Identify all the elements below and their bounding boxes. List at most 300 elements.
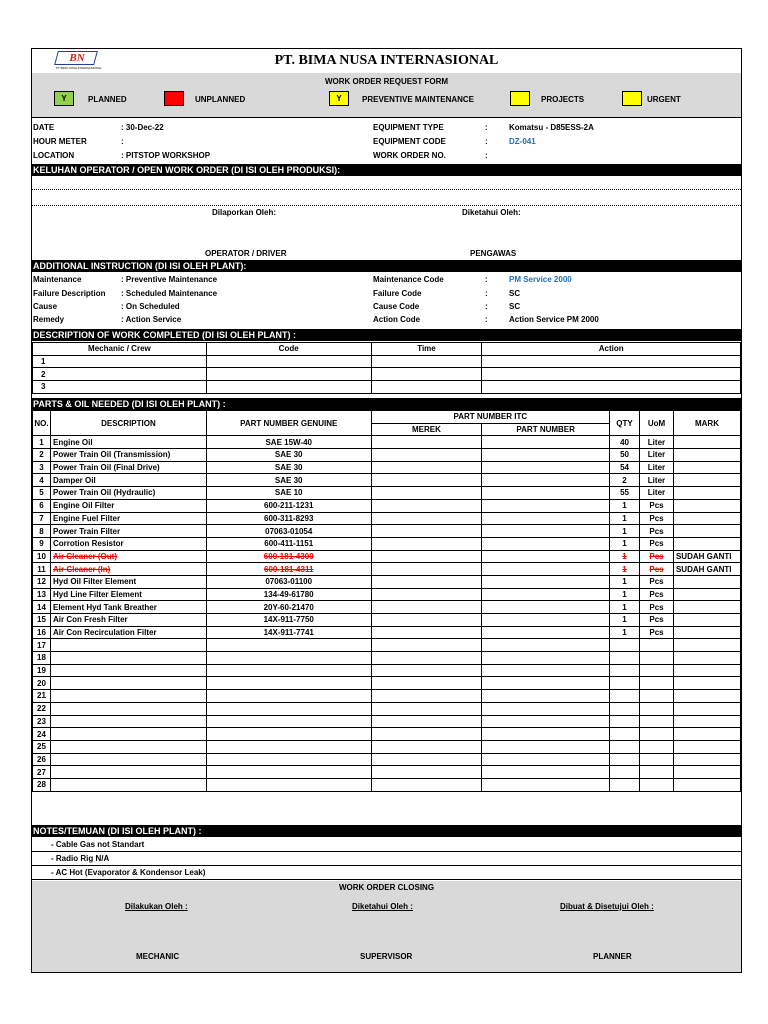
urgent-checkbox[interactable] <box>622 91 642 106</box>
mark[interactable] <box>673 537 740 550</box>
unit-of-measure[interactable]: Pcs <box>640 626 674 639</box>
unit-of-measure[interactable] <box>640 677 674 690</box>
mark[interactable] <box>673 639 740 652</box>
mark[interactable] <box>673 588 740 601</box>
part-description[interactable]: Air Cleaner (In) <box>50 563 206 576</box>
part-number-genuine[interactable] <box>206 728 371 741</box>
maintenance-code-value: PM Service 2000 <box>509 275 572 284</box>
quantity[interactable] <box>610 715 640 728</box>
merek-cell[interactable] <box>371 639 482 652</box>
merek-cell[interactable] <box>371 499 482 512</box>
part-description[interactable] <box>50 690 206 703</box>
parts-row <box>33 499 741 512</box>
part-number-itc[interactable] <box>482 550 610 563</box>
part-number-itc[interactable] <box>482 702 610 715</box>
part-description[interactable]: Hyd Line Filter Element <box>50 588 206 601</box>
mark[interactable] <box>673 652 740 665</box>
mark[interactable] <box>673 766 740 779</box>
unit-of-measure[interactable]: Liter <box>640 449 674 462</box>
work-cell[interactable] <box>482 381 741 394</box>
part-description[interactable]: Damper Oil <box>50 474 206 487</box>
unit-of-measure[interactable] <box>640 753 674 766</box>
row-number: 5 <box>33 487 51 500</box>
mark[interactable] <box>673 664 740 677</box>
projects-checkbox[interactable] <box>510 91 530 106</box>
merek-cell[interactable] <box>371 652 482 665</box>
part-number-genuine[interactable]: 600-211-1231 <box>206 499 371 512</box>
parts-row <box>33 753 741 766</box>
note-item: - Cable Gas not Standart <box>32 838 741 852</box>
mark[interactable] <box>673 715 740 728</box>
quantity[interactable] <box>610 778 640 791</box>
approved-by-label: Dibuat & Disetujui Oleh : <box>560 902 654 911</box>
part-number-genuine[interactable] <box>206 677 371 690</box>
info-block: DATE : 30-Dec-22 HOUR METER : LOCATION : PITSTOP WORKSHOP EQUIPMENT TYPE : Komatsu - D85ESS-2A EQUIPMENT CODE : DZ-041 WORK ORDER NO. : <box>33 123 594 160</box>
unit-of-measure[interactable]: Pcs <box>640 563 674 576</box>
part-number-genuine[interactable]: 14X-911-7750 <box>206 614 371 627</box>
part-number-genuine[interactable]: SAE 10 <box>206 487 371 500</box>
mark[interactable] <box>673 702 740 715</box>
merek-cell[interactable] <box>371 601 482 614</box>
part-number-genuine[interactable] <box>206 740 371 753</box>
quantity[interactable]: 1 <box>610 575 640 588</box>
unit-of-measure[interactable]: Liter <box>640 461 674 474</box>
row-number: 1 <box>33 436 51 449</box>
parts-row <box>33 766 741 779</box>
part-number-itc[interactable] <box>482 499 610 512</box>
complaint-header: KELUHAN OPERATOR / OPEN WORK ORDER (DI ISI OLEH PRODUKSI): <box>32 164 741 176</box>
merek-cell[interactable] <box>371 715 482 728</box>
part-number-itc[interactable] <box>482 474 610 487</box>
row-number-cell[interactable]: 1 <box>33 355 207 368</box>
row-number: 12 <box>33 575 51 588</box>
part-number-itc[interactable] <box>482 728 610 741</box>
quantity[interactable] <box>610 652 640 665</box>
part-description[interactable]: Engine Fuel Filter <box>50 512 206 525</box>
unit-of-measure[interactable]: Liter <box>640 474 674 487</box>
part-number-genuine[interactable] <box>206 652 371 665</box>
unit-of-measure[interactable] <box>640 715 674 728</box>
part-number-itc[interactable] <box>482 766 610 779</box>
part-number-genuine[interactable]: SAE 30 <box>206 449 371 462</box>
mark[interactable] <box>673 449 740 462</box>
unit-of-measure[interactable]: Pcs <box>640 550 674 563</box>
merek-cell[interactable] <box>371 461 482 474</box>
quantity[interactable]: 54 <box>610 461 640 474</box>
mark[interactable] <box>673 512 740 525</box>
unit-of-measure[interactable]: Pcs <box>640 537 674 550</box>
mark[interactable] <box>673 436 740 449</box>
merek-cell[interactable] <box>371 436 482 449</box>
unit-of-measure[interactable]: Pcs <box>640 575 674 588</box>
quantity[interactable] <box>610 664 640 677</box>
part-number-itc[interactable] <box>482 512 610 525</box>
part-number-itc[interactable] <box>482 778 610 791</box>
part-number-itc[interactable] <box>482 525 610 538</box>
part-number-genuine[interactable] <box>206 753 371 766</box>
equipment-type-label: EQUIPMENT TYPE <box>373 123 444 132</box>
work-completed-header-row: Mechanic / Crew Code Time Action <box>33 343 741 356</box>
planned-checkbox[interactable]: Y <box>54 91 74 106</box>
preventive-label: PREVENTIVE MAINTENANCE <box>362 95 475 104</box>
unplanned-checkbox[interactable] <box>164 91 184 106</box>
part-number-genuine[interactable] <box>206 639 371 652</box>
work-cell[interactable] <box>206 355 371 368</box>
order-type-band <box>32 73 741 118</box>
unit-of-measure[interactable] <box>640 740 674 753</box>
quantity[interactable] <box>610 753 640 766</box>
parts-row <box>33 537 741 550</box>
merek-cell[interactable] <box>371 575 482 588</box>
work-cell[interactable] <box>206 368 371 381</box>
closing-title: WORK ORDER CLOSING <box>338 883 435 892</box>
unit-of-measure[interactable] <box>640 766 674 779</box>
quantity[interactable]: 1 <box>610 512 640 525</box>
merek-cell[interactable] <box>371 474 482 487</box>
merek-cell[interactable] <box>371 740 482 753</box>
part-number-genuine[interactable]: 600-311-8293 <box>206 512 371 525</box>
row-number: 17 <box>33 639 51 652</box>
merek-cell[interactable] <box>371 626 482 639</box>
part-number-genuine[interactable]: SAE 30 <box>206 461 371 474</box>
part-description[interactable]: Power Train Filter <box>50 525 206 538</box>
quantity[interactable]: 1 <box>610 601 640 614</box>
part-number-genuine[interactable]: 07063-01100 <box>206 575 371 588</box>
projects-label: PROJECTS <box>541 95 585 104</box>
part-description[interactable] <box>50 715 206 728</box>
merek-cell[interactable] <box>371 449 482 462</box>
reported-by-label: Dilaporkan Oleh: <box>212 208 277 217</box>
quantity[interactable]: 1 <box>610 614 640 627</box>
quantity[interactable] <box>610 677 640 690</box>
quantity[interactable]: 1 <box>610 563 640 576</box>
part-description[interactable] <box>50 677 206 690</box>
part-number-genuine[interactable] <box>206 690 371 703</box>
row-number-cell[interactable]: 2 <box>33 368 207 381</box>
mark[interactable] <box>673 614 740 627</box>
parts-header: PARTS & OIL NEEDED (DI ISI OLEH PLANT) : <box>32 398 741 410</box>
quantity[interactable]: 1 <box>610 525 640 538</box>
part-number-itc[interactable] <box>482 690 610 703</box>
work-order-no-label: WORK ORDER NO. <box>373 151 446 160</box>
quantity[interactable] <box>610 690 640 703</box>
merek-cell[interactable] <box>371 753 482 766</box>
merek-cell[interactable] <box>371 550 482 563</box>
part-number-itc[interactable] <box>482 715 610 728</box>
parts-row <box>33 575 741 588</box>
part-number-itc[interactable] <box>482 677 610 690</box>
note-item: - AC Hot (Evaporator & Kondensor Leak) <box>32 866 741 880</box>
unit-of-measure[interactable] <box>640 690 674 703</box>
part-number-genuine[interactable] <box>206 664 371 677</box>
parts-row <box>33 652 741 665</box>
mark[interactable] <box>673 575 740 588</box>
parts-row <box>33 449 741 462</box>
complaint-line-2 <box>32 205 741 206</box>
mark[interactable] <box>673 753 740 766</box>
part-number-itc[interactable] <box>482 588 610 601</box>
row-number: 15 <box>33 614 51 627</box>
parts-header-row-1: NO. DESCRIPTION PART NUMBER GENUINE PART NUMBER ITC QTY UoM MARK <box>33 411 741 424</box>
header-row <box>32 49 741 74</box>
mark[interactable]: SUDAH GANTI <box>673 563 740 576</box>
mark[interactable] <box>673 601 740 614</box>
work-cell[interactable] <box>482 355 741 368</box>
row-number: 22 <box>33 702 51 715</box>
row-number: 4 <box>33 474 51 487</box>
part-number-genuine[interactable]: SAE 15W-40 <box>206 436 371 449</box>
merek-cell[interactable] <box>371 766 482 779</box>
mark[interactable] <box>673 690 740 703</box>
part-number-genuine[interactable] <box>206 702 371 715</box>
part-number-genuine[interactable] <box>206 766 371 779</box>
parts-row <box>33 474 741 487</box>
row-number: 3 <box>33 461 51 474</box>
merek-cell[interactable] <box>371 512 482 525</box>
merek-cell[interactable] <box>371 588 482 601</box>
part-number-itc[interactable] <box>482 436 610 449</box>
part-number-itc[interactable] <box>482 563 610 576</box>
merek-cell[interactable] <box>371 728 482 741</box>
unit-of-measure[interactable]: Pcs <box>640 601 674 614</box>
part-number-itc[interactable] <box>482 652 610 665</box>
parts-table <box>32 410 741 792</box>
equipment-code-value: DZ-041 <box>509 137 536 146</box>
part-number-itc[interactable] <box>482 614 610 627</box>
part-description[interactable]: Air Con Recirculation Filter <box>50 626 206 639</box>
merek-cell[interactable] <box>371 702 482 715</box>
date-label: DATE <box>33 123 55 132</box>
company-name: PT. BIMA NUSA INTERNASIONAL <box>274 53 499 68</box>
quantity[interactable]: 1 <box>610 626 640 639</box>
done-by-label: Dilakukan Oleh : <box>125 902 188 911</box>
part-number-genuine[interactable]: 600-411-1151 <box>206 537 371 550</box>
parts-row <box>33 677 741 690</box>
parts-row <box>33 601 741 614</box>
merek-cell[interactable] <box>371 563 482 576</box>
unplanned-label: UNPLANNED <box>195 95 246 104</box>
row-number: 9 <box>33 537 51 550</box>
part-number-itc[interactable] <box>482 537 610 550</box>
part-description[interactable]: Power Train Oil (Hydraulic) <box>50 487 206 500</box>
date-value: : 30-Dec-22 <box>121 123 164 132</box>
parts-row <box>33 563 741 576</box>
work-cell[interactable] <box>482 368 741 381</box>
mark[interactable] <box>673 474 740 487</box>
parts-row <box>33 626 741 639</box>
notes-list <box>32 838 741 880</box>
unit-of-measure[interactable]: Pcs <box>640 588 674 601</box>
row-number: 10 <box>33 550 51 563</box>
quantity[interactable]: 55 <box>610 487 640 500</box>
mark[interactable] <box>673 525 740 538</box>
part-number-genuine[interactable] <box>206 715 371 728</box>
quantity[interactable]: 1 <box>610 550 640 563</box>
mark[interactable] <box>673 461 740 474</box>
row-number: 20 <box>33 677 51 690</box>
part-description[interactable]: Air Con Fresh Filter <box>50 614 206 627</box>
merek-cell[interactable] <box>371 537 482 550</box>
row-number: 14 <box>33 601 51 614</box>
work-order-form <box>31 48 742 973</box>
quantity[interactable] <box>610 639 640 652</box>
part-number-itc[interactable] <box>482 449 610 462</box>
parts-row <box>33 778 741 791</box>
part-number-itc[interactable] <box>482 753 610 766</box>
work-completed-row <box>33 355 741 368</box>
row-number: 8 <box>33 525 51 538</box>
part-number-itc[interactable] <box>482 601 610 614</box>
quantity[interactable] <box>610 766 640 779</box>
row-number: 27 <box>33 766 51 779</box>
part-description[interactable]: Power Train Oil (Final Drive) <box>50 461 206 474</box>
equipment-code-label: EQUIPMENT CODE <box>373 137 446 146</box>
row-number: 7 <box>33 512 51 525</box>
part-number-genuine[interactable]: 600-181-4311 <box>206 563 371 576</box>
part-description[interactable]: Engine Oil <box>50 436 206 449</box>
part-description[interactable] <box>50 728 206 741</box>
note-item: - Radio Rig N/A <box>32 852 741 866</box>
part-number-genuine[interactable] <box>206 778 371 791</box>
mark[interactable] <box>673 677 740 690</box>
part-description[interactable]: Element Hyd Tank Breather <box>50 601 206 614</box>
parts-row <box>33 436 741 449</box>
unit-of-measure[interactable] <box>640 778 674 791</box>
parts-row <box>33 588 741 601</box>
quantity[interactable]: 1 <box>610 537 640 550</box>
parts-row <box>33 614 741 627</box>
row-number: 6 <box>33 499 51 512</box>
quantity[interactable]: 1 <box>610 588 640 601</box>
merek-cell[interactable] <box>371 677 482 690</box>
mark[interactable] <box>673 740 740 753</box>
part-number-itc[interactable] <box>482 575 610 588</box>
urgent-label: URGENT <box>647 95 681 104</box>
unit-of-measure[interactable]: Pcs <box>640 499 674 512</box>
row-number: 23 <box>33 715 51 728</box>
quantity[interactable]: 50 <box>610 449 640 462</box>
unit-of-measure[interactable] <box>640 702 674 715</box>
quantity[interactable]: 2 <box>610 474 640 487</box>
unit-of-measure[interactable]: Pcs <box>640 525 674 538</box>
parts-row <box>33 639 741 652</box>
unit-of-measure[interactable] <box>640 728 674 741</box>
part-description[interactable]: Corrotion Resistor <box>50 537 206 550</box>
quantity[interactable] <box>610 702 640 715</box>
parts-row <box>33 487 741 500</box>
part-description[interactable] <box>50 740 206 753</box>
operator-label: OPERATOR / DRIVER <box>205 249 287 258</box>
planned-label: PLANNED <box>88 95 127 104</box>
mark[interactable]: SUDAH GANTI <box>673 550 740 563</box>
mark[interactable] <box>673 626 740 639</box>
row-number: 2 <box>33 449 51 462</box>
mark[interactable] <box>673 728 740 741</box>
unit-of-measure[interactable] <box>640 652 674 665</box>
part-description[interactable] <box>50 753 206 766</box>
notes-header: NOTES/TEMUAN (DI ISI OLEH PLANT) : <box>32 825 741 837</box>
row-number: 21 <box>33 690 51 703</box>
part-description[interactable] <box>50 778 206 791</box>
mark[interactable] <box>673 778 740 791</box>
part-number-genuine[interactable]: 07063-01054 <box>206 525 371 538</box>
merek-cell[interactable] <box>371 614 482 627</box>
part-number-genuine[interactable]: 600-181-4300 <box>206 550 371 563</box>
part-description[interactable] <box>50 766 206 779</box>
part-description[interactable]: Engine Oil Filter <box>50 499 206 512</box>
part-description[interactable] <box>50 702 206 715</box>
hour-meter-label: HOUR METER <box>33 137 87 146</box>
unit-of-measure[interactable]: Pcs <box>640 512 674 525</box>
part-number-genuine[interactable]: 20Y-60-21470 <box>206 601 371 614</box>
part-description[interactable] <box>50 639 206 652</box>
merek-cell[interactable] <box>371 690 482 703</box>
planner-label: PLANNER <box>593 952 632 961</box>
parts-row <box>33 664 741 677</box>
merek-cell[interactable] <box>371 778 482 791</box>
merek-cell[interactable] <box>371 664 482 677</box>
quantity[interactable] <box>610 728 640 741</box>
closing-known-by-label: Diketahui Oleh : <box>352 902 413 911</box>
mechanic-label: MECHANIC <box>136 952 180 961</box>
mark[interactable] <box>673 487 740 500</box>
unit-of-measure[interactable]: Liter <box>640 436 674 449</box>
row-number: 16 <box>33 626 51 639</box>
part-description[interactable]: Air Cleaner (Out) <box>50 550 206 563</box>
work-cell[interactable] <box>206 381 371 394</box>
row-number: 26 <box>33 753 51 766</box>
parts-row <box>33 461 741 474</box>
part-number-itc[interactable] <box>482 639 610 652</box>
unit-of-measure[interactable] <box>640 639 674 652</box>
part-description[interactable]: Power Train Oil (Transmission) <box>50 449 206 462</box>
quantity[interactable] <box>610 740 640 753</box>
part-number-itc[interactable] <box>482 626 610 639</box>
merek-cell[interactable] <box>371 487 482 500</box>
part-description[interactable] <box>50 664 206 677</box>
part-number-genuine[interactable]: 14X-911-7741 <box>206 626 371 639</box>
part-description[interactable]: Hyd Oil Filter Element <box>50 575 206 588</box>
part-number-itc[interactable] <box>482 487 610 500</box>
row-number-cell[interactable]: 3 <box>33 381 207 394</box>
quantity[interactable]: 40 <box>610 436 640 449</box>
parts-row <box>33 740 741 753</box>
part-number-itc[interactable] <box>482 664 610 677</box>
parts-row <box>33 512 741 525</box>
instruction-block: Maintenance : Preventive Maintenance Failure Description : Scheduled Maintenance Cause : On Scheduled Remedy : Action Service Maintenance Code : PM Service 2000 Failure Code : SC Cause Code : SC Action Code : Action Service PM 2000 <box>33 275 599 324</box>
part-number-itc[interactable] <box>482 740 610 753</box>
part-number-genuine[interactable]: 134-49-61780 <box>206 588 371 601</box>
work-cell[interactable] <box>371 368 482 381</box>
quantity[interactable]: 1 <box>610 499 640 512</box>
part-number-itc[interactable] <box>482 461 610 474</box>
mark[interactable] <box>673 499 740 512</box>
unit-of-measure[interactable]: Liter <box>640 487 674 500</box>
row-number: 24 <box>33 728 51 741</box>
row-number: 18 <box>33 652 51 665</box>
row-number: 28 <box>33 778 51 791</box>
work-cell[interactable] <box>371 381 482 394</box>
unit-of-measure[interactable] <box>640 664 674 677</box>
work-cell[interactable] <box>371 355 482 368</box>
part-number-genuine[interactable]: SAE 30 <box>206 474 371 487</box>
unit-of-measure[interactable]: Pcs <box>640 614 674 627</box>
closing-supervisor-label: SUPERVISOR <box>360 952 413 961</box>
parts-row <box>33 715 741 728</box>
part-description[interactable] <box>50 652 206 665</box>
preventive-checkbox[interactable]: Y <box>329 91 349 106</box>
merek-cell[interactable] <box>371 525 482 538</box>
